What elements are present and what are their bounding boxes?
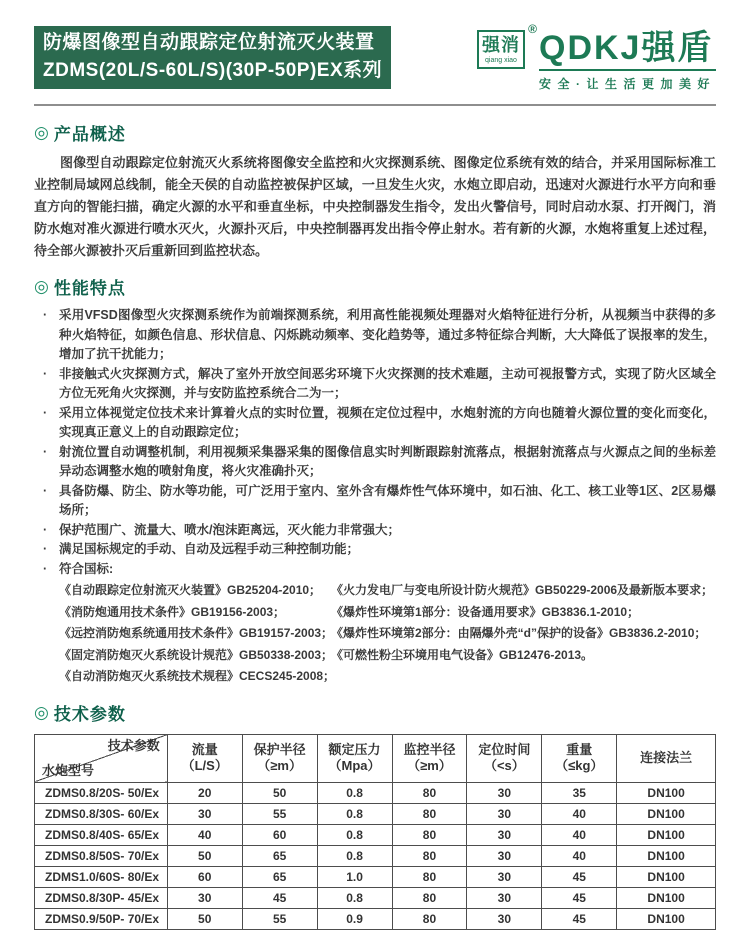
bullet-marker: · bbox=[43, 308, 48, 322]
value-cell: DN100 bbox=[617, 887, 716, 908]
value-cell: 30 bbox=[467, 845, 542, 866]
brand-tagline: 安全·让生活更加美好 bbox=[539, 69, 716, 92]
feature-item bbox=[34, 560, 716, 580]
value-cell: 40 bbox=[542, 845, 617, 866]
features-list bbox=[34, 306, 716, 579]
value-cell: 80 bbox=[392, 803, 467, 824]
standards-column-right bbox=[331, 580, 716, 688]
model-cell: ZDMS0.8/40S- 65/Ex bbox=[35, 824, 168, 845]
table-row bbox=[35, 887, 716, 908]
value-cell: DN100 bbox=[617, 908, 716, 929]
model-cell: ZDMS0.8/30S- 60/Ex bbox=[35, 803, 168, 824]
feature-text: 符合国标: bbox=[59, 561, 114, 576]
value-cell: 60 bbox=[242, 824, 317, 845]
value-cell: 80 bbox=[392, 887, 467, 908]
table-row bbox=[35, 782, 716, 803]
column-header-name: 流量 bbox=[191, 742, 218, 757]
value-cell: 50 bbox=[242, 782, 317, 803]
bullet-marker: · bbox=[43, 522, 48, 537]
column-header bbox=[167, 734, 242, 782]
seal-logo-text: 强消 bbox=[482, 35, 520, 55]
column-header-unit: （L/S） bbox=[181, 758, 228, 773]
value-cell: DN100 bbox=[617, 866, 716, 887]
registered-trademark-icon: ® bbox=[528, 22, 537, 36]
value-cell: 30 bbox=[467, 908, 542, 929]
value-cell: 50 bbox=[167, 845, 242, 866]
specs-header-row bbox=[35, 734, 716, 782]
section-marker-icon: ◎ bbox=[34, 277, 50, 296]
value-cell: 0.8 bbox=[317, 887, 392, 908]
standards-column-left bbox=[59, 580, 336, 688]
section-marker-icon: ◎ bbox=[34, 702, 50, 722]
product-title-line1: 防爆图像型自动跟踪定位射流灭火装置 bbox=[43, 32, 375, 53]
model-cell: ZDMS0.8/50S- 70/Ex bbox=[35, 845, 168, 866]
value-cell: DN100 bbox=[617, 803, 716, 824]
value-cell: 45 bbox=[542, 866, 617, 887]
value-cell: 50 bbox=[167, 908, 242, 929]
section-specs-title: 技术参数 bbox=[53, 704, 126, 724]
column-header-unit: （≥m） bbox=[257, 758, 302, 773]
column-header-name: 监控半径 bbox=[403, 742, 456, 757]
model-cell: ZDMS0.8/30P- 45/Ex bbox=[35, 887, 168, 908]
standard-item: 《爆炸性环境第2部分：由隔爆外壳“d”保护的设备》GB3836.2-2010； bbox=[331, 626, 707, 640]
standard-item: 《消防炮通用技术条件》GB19156-2003； bbox=[59, 604, 286, 619]
value-cell: 65 bbox=[242, 866, 317, 887]
value-cell: 30 bbox=[467, 803, 542, 824]
feature-text: 具备防爆、防尘、防水等功能，可广泛用于室内、室外含有爆炸性气体环境中，如石油、化工、核工业等1区、2区易爆场所； bbox=[59, 483, 716, 517]
feature-item bbox=[34, 540, 716, 560]
table-row bbox=[35, 908, 716, 929]
column-header bbox=[467, 734, 542, 782]
value-cell: 80 bbox=[392, 866, 467, 887]
page-header bbox=[34, 22, 716, 92]
feature-item bbox=[34, 521, 716, 541]
header-divider bbox=[34, 104, 716, 106]
value-cell: 55 bbox=[242, 908, 317, 929]
feature-text: 射流位置自动调整机制，利用视频采集器采集的图像信息实时判断跟踪射流落点，根据射流落点与火源点之间的坐标差异动态调整水炮的喷射角度，将火灾准确扑灭； bbox=[59, 444, 716, 478]
feature-item bbox=[34, 306, 716, 365]
value-cell: 65 bbox=[242, 845, 317, 866]
column-header-unit: （<s） bbox=[483, 758, 525, 773]
value-cell: 40 bbox=[542, 803, 617, 824]
bullet-marker: · bbox=[43, 483, 48, 498]
column-header-name: 重量 bbox=[566, 742, 593, 757]
value-cell: 20 bbox=[167, 782, 242, 803]
model-cell: ZDMS0.8/20S- 50/Ex bbox=[35, 782, 168, 803]
brand-wordmark-block bbox=[539, 30, 716, 92]
diagonal-label-bottom: 水炮型号 bbox=[42, 762, 95, 778]
seal-logo bbox=[477, 30, 525, 69]
value-cell: 0.8 bbox=[317, 803, 392, 824]
feature-text: 保护范围广、流量大、喷水/泡沫距离远，灭火能力非常强大； bbox=[59, 522, 400, 537]
standard-item: 《自动消防炮灭火系统技术规程》CECS245-2008； bbox=[59, 669, 336, 683]
value-cell: 35 bbox=[542, 782, 617, 803]
value-cell: 55 bbox=[242, 803, 317, 824]
standard-item: 《自动跟踪定位射流灭火装置》GB25204-2010； bbox=[59, 583, 322, 597]
column-header-unit: （≤kg） bbox=[555, 758, 604, 773]
standard-item: 《远控消防炮系统通用技术条件》GB19157-2003； bbox=[59, 626, 334, 640]
diagonal-header-cell bbox=[35, 734, 168, 782]
value-cell: 80 bbox=[392, 908, 467, 929]
value-cell: 45 bbox=[242, 887, 317, 908]
specs-table-body bbox=[35, 782, 716, 929]
value-cell: 80 bbox=[392, 824, 467, 845]
standard-item: 《爆炸性环境第1部分：设备通用要求》GB3836.1-2010； bbox=[331, 604, 640, 619]
section-specs-heading bbox=[34, 700, 716, 725]
section-marker-icon: ◎ bbox=[34, 123, 50, 142]
bullet-marker: · bbox=[43, 405, 48, 420]
table-row bbox=[35, 803, 716, 824]
table-row bbox=[35, 845, 716, 866]
value-cell: 80 bbox=[392, 845, 467, 866]
value-cell: 40 bbox=[542, 824, 617, 845]
column-header bbox=[242, 734, 317, 782]
value-cell: DN100 bbox=[617, 782, 716, 803]
value-cell: 45 bbox=[542, 908, 617, 929]
diagonal-label-top: 技术参数 bbox=[107, 737, 160, 753]
feature-item bbox=[34, 482, 716, 521]
bullet-marker: · bbox=[43, 366, 48, 381]
standard-item: 《可燃性粉尘环境用电气设备》GB12476-2013。 bbox=[331, 647, 594, 662]
value-cell: 40 bbox=[167, 824, 242, 845]
column-header-unit: （≥m） bbox=[407, 758, 452, 773]
overview-paragraph: 图像型自动跟踪定位射流灭火系统将图像安全监控和火灾探测系统、图像定位系统有效的结合，并采用国际标准工业控制局域网总线制，能全天侯的自动监控被保护区域，一旦发生火灾，水炮立即启动，迅速对火源进行水平方向和垂直方向的智能扫描，确定火源的水平和垂直坐标，中央控制器发生指令，发出火警信号，同时启动水泵、打开阀门，消防水炮对准火源进行喷水灭火，火源扑灭后，中央控制器再发出指令停止射水。若有新的火源，水炮将重复上述过程，待全部火源被扑灭后重新回到监控状态。 bbox=[34, 155, 716, 258]
product-title-line2: ZDMS(20L/S-60L/S)(30P-50P)EX系列 bbox=[43, 60, 383, 81]
bullet-marker: · bbox=[43, 542, 48, 556]
standard-item: 《固定消防炮灭火系统设计规范》GB50338-2003； bbox=[59, 647, 334, 662]
feature-item bbox=[34, 404, 716, 443]
specs-table bbox=[34, 734, 716, 930]
column-header bbox=[392, 734, 467, 782]
feature-text: 采用VFSD图像型火灾探测系统作为前端探测系统，利用高性能视频处理器对火焰特征进行分析，从视频当中获得的多种火焰特征，如颜色信息、形状信息、闪烁跳动频率、变化趋势等，通过多特征综合判断，大大降低了误报率的发生，增加了抗干扰能力； bbox=[59, 308, 716, 361]
value-cell: 30 bbox=[167, 803, 242, 824]
value-cell: 0.9 bbox=[317, 908, 392, 929]
value-cell: 0.8 bbox=[317, 824, 392, 845]
model-cell: ZDMS0.9/50P- 70/Ex bbox=[35, 908, 168, 929]
value-cell: 80 bbox=[392, 782, 467, 803]
value-cell: 30 bbox=[467, 824, 542, 845]
brand-wordmark: QDKJ强盾 bbox=[539, 29, 714, 67]
value-cell: 45 bbox=[542, 887, 617, 908]
value-cell: 0.8 bbox=[317, 782, 392, 803]
feature-text: 采用立体视觉定位技术来计算着火点的实时位置，视频在定位过程中，水炮射流的方向也随着火源位置的变化而变化，实现真正意义上的自动跟踪定位； bbox=[59, 405, 716, 439]
value-cell: 0.8 bbox=[317, 845, 392, 866]
feature-item bbox=[34, 443, 716, 482]
feature-text: 满足国标规定的手动、自动及远程手动三种控制功能； bbox=[59, 542, 360, 556]
value-cell: DN100 bbox=[617, 824, 716, 845]
standards-columns bbox=[34, 580, 716, 688]
bullet-marker: · bbox=[43, 444, 48, 459]
column-header-name: 额定压力 bbox=[328, 742, 381, 757]
section-overview-heading bbox=[34, 120, 716, 145]
value-cell: 1.0 bbox=[317, 866, 392, 887]
section-features-title: 性能特点 bbox=[53, 279, 126, 298]
seal-logo-wrap bbox=[477, 22, 537, 69]
column-header bbox=[617, 734, 716, 782]
bullet-marker: · bbox=[43, 561, 48, 576]
column-header-unit: （Mpa） bbox=[328, 758, 381, 773]
section-overview-title: 产品概述 bbox=[53, 125, 126, 144]
column-header bbox=[317, 734, 392, 782]
value-cell: 30 bbox=[467, 866, 542, 887]
value-cell: 30 bbox=[167, 887, 242, 908]
feature-item bbox=[34, 365, 716, 404]
value-cell: DN100 bbox=[617, 845, 716, 866]
standard-item: 《火力发电厂与变电所设计防火规范》GB50229-2006及最新版本要求； bbox=[331, 583, 714, 597]
seal-logo-pinyin: qiang xiao bbox=[485, 57, 517, 64]
section-features-heading bbox=[34, 274, 716, 299]
feature-text: 非接触式火灾探测方式，解决了室外开放空间恶劣环境下火灾探测的技术难题，主动可视报警方式，实现了防火区域全方位无死角火灾探测，并与安防监控系统合二为一； bbox=[59, 366, 716, 400]
column-header-name: 定位时间 bbox=[478, 742, 531, 757]
brand-logo bbox=[477, 22, 716, 92]
value-cell: 30 bbox=[467, 887, 542, 908]
table-row bbox=[35, 866, 716, 887]
column-header bbox=[542, 734, 617, 782]
column-header-name: 保护半径 bbox=[253, 742, 306, 757]
table-row bbox=[35, 824, 716, 845]
product-title-box bbox=[34, 26, 391, 89]
value-cell: 60 bbox=[167, 866, 242, 887]
model-cell: ZDMS1.0/60S- 80/Ex bbox=[35, 866, 168, 887]
column-header-name: 连接法兰 bbox=[640, 750, 693, 765]
value-cell: 30 bbox=[467, 782, 542, 803]
